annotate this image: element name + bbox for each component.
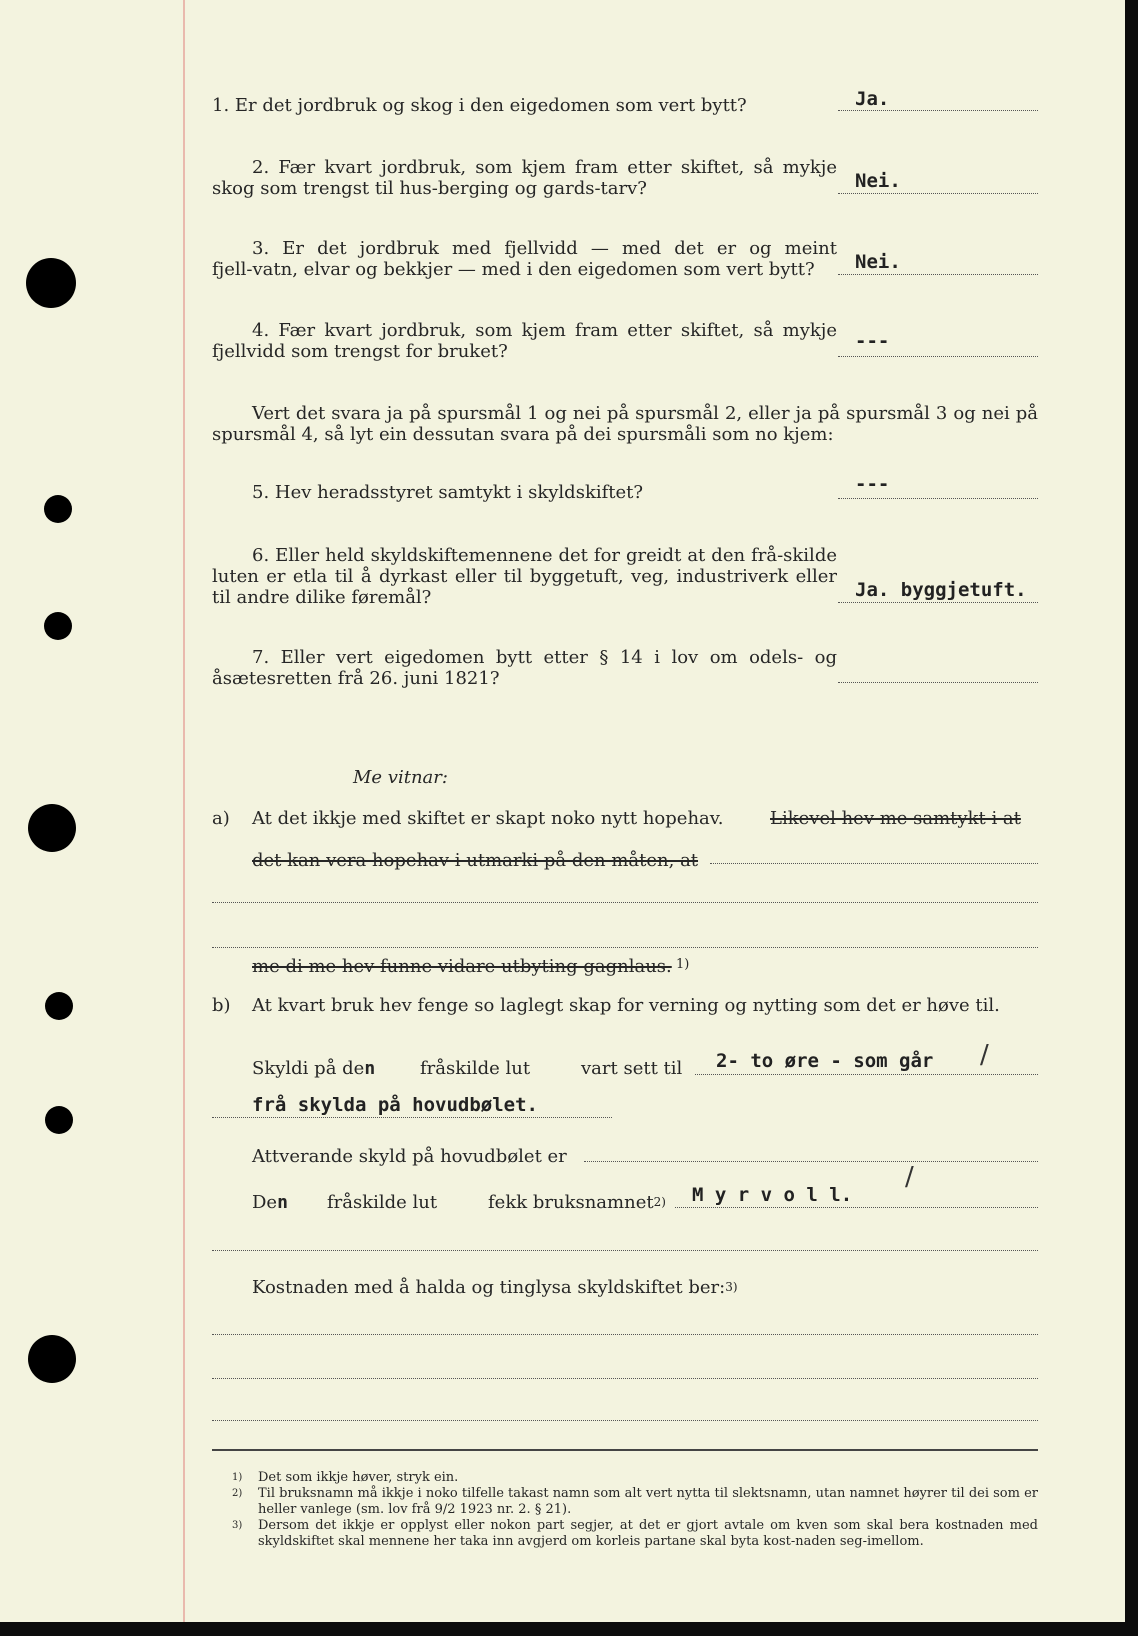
answer-line-6 bbox=[838, 602, 1038, 603]
question-6: 6. Eller held skyldskiftemennene det for greidt at den frå‑skilde luten er etla til å dyrkast eller til byggetuft, veg, industriverk eller til andre dilike føremål? bbox=[212, 545, 837, 608]
kostnad-line-1 bbox=[212, 1334, 1038, 1335]
punch-hole bbox=[44, 612, 72, 640]
answer-5: --- bbox=[855, 473, 890, 495]
bruksnamn-line bbox=[675, 1207, 1038, 1208]
vart-sett-label: vart sett til bbox=[581, 1058, 683, 1079]
answer-line-2 bbox=[838, 193, 1038, 194]
footnote-mark-2: 2) bbox=[232, 1488, 243, 1499]
question-2: 2. Fær kvart jordbruk, som kjem fram etter skiftet, så mykje skog som trengst til hus‑berging og gards‑tarv? bbox=[212, 157, 837, 199]
punch-hole bbox=[44, 495, 72, 523]
punch-hole bbox=[45, 992, 73, 1020]
item-a-struck-text-3: me di me hev funne vidare utbyting gagnlaus. bbox=[252, 956, 672, 977]
answer-line-7 bbox=[838, 682, 1038, 683]
item-b-label: b) bbox=[212, 995, 231, 1016]
item-a-label: a) bbox=[212, 808, 230, 829]
question-4: 4. Fær kvart jordbruk, som kjem fram etter skiftet, så mykje fjellvidd som trengst for bruket? bbox=[212, 320, 837, 362]
bruksnamn-value: M y r v o l l. bbox=[692, 1184, 853, 1206]
question-3: 3. Er det jordbruk med fjellvidd — med det er og meint fjell‑vatn, elvar og bekkjer — med i den eigedomen som vert bytt? bbox=[212, 238, 837, 280]
item-b-text: At kvart bruk hev fenge so laglegt skap for verning og nytting som det er høve til. bbox=[252, 995, 1000, 1016]
answer-line-5 bbox=[838, 498, 1038, 499]
answer-line-4 bbox=[838, 356, 1038, 357]
den-label: Den bbox=[252, 1192, 288, 1213]
skyld-value-1: 2- to øre - som går bbox=[716, 1050, 934, 1072]
item-a-footnote-ref: 1) bbox=[676, 957, 690, 972]
punch-hole bbox=[26, 258, 76, 308]
question-1: 1. Er det jordbruk og skog i den eigedomen som vert bytt? bbox=[212, 95, 747, 116]
witness-line-2 bbox=[212, 902, 1038, 903]
footnote-separator bbox=[212, 1449, 1038, 1451]
punch-hole bbox=[28, 1335, 76, 1383]
punch-hole bbox=[28, 804, 76, 852]
question-5: 5. Hev heradsstyret samtykt i skyldskiftet? bbox=[252, 482, 644, 503]
answer-3: Nei. bbox=[855, 251, 901, 273]
check-mark-icon: / bbox=[905, 1162, 914, 1192]
kostnad-label: Kostnaden med å halda og tinglysa skyldskiftet ber:$^{3)}$ bbox=[252, 1277, 738, 1298]
bruksnamn-line-2 bbox=[212, 1250, 1038, 1251]
skyld-line-1 bbox=[695, 1074, 1038, 1075]
answer-1: Ja. bbox=[855, 88, 890, 110]
answer-line-3 bbox=[838, 274, 1038, 275]
margin-line bbox=[183, 0, 185, 1622]
attverande-line bbox=[584, 1161, 1038, 1162]
answer-2: Nei. bbox=[855, 170, 901, 192]
answer-4: --- bbox=[855, 330, 890, 352]
witness-heading: Me vitnar: bbox=[353, 767, 448, 788]
item-a-text: At det ikkje med skiftet er skapt noko nytt hopehav. bbox=[252, 808, 724, 829]
conditional-intro: Vert det svara ja på spursmål 1 og nei på spursmål 2, eller ja på spursmål 3 og nei på spursmål 4, så lyt ein dessutan svara på dei spursmåli som no kjem: bbox=[212, 403, 1038, 445]
footnote-mark-3: 3) bbox=[232, 1520, 243, 1531]
den-fraskilde-label: fråskilde lut bbox=[327, 1192, 438, 1213]
footnote-2: Til bruksnamn må ikkje i noko tilfelle takast namn som alt vert nytta til slektsnamn, utan namnet høyrer til dei som er heller vanlege (sm. lov frå 9/2 1923 nr. 2. § 21). bbox=[258, 1486, 1038, 1517]
skyld-label: Skyldi på den bbox=[252, 1058, 376, 1079]
item-a-struck-text-2: det kan vera hopehav i utmarki på den måten, at bbox=[252, 850, 699, 871]
answer-line-1 bbox=[838, 110, 1038, 111]
footnote-3: Dersom det ikkje er opplyst eller nokon part segjer, at det er gjort avtale om kven som skal bera kostnaden med skyldskiftet skal mennene her taka inn avgjerd om korleis partane skal byta kost‑naden seg‑imellom. bbox=[258, 1518, 1038, 1549]
skyld-value-2: frå skylda på hovudbølet. bbox=[252, 1094, 538, 1116]
attverande-label: Attverande skyld på hovudbølet er bbox=[252, 1146, 567, 1167]
check-mark-icon: / bbox=[980, 1040, 989, 1070]
kostnad-line-3 bbox=[212, 1420, 1038, 1421]
footnote-1: Det som ikkje høver, stryk ein. bbox=[258, 1470, 459, 1485]
handwritten-n: n bbox=[364, 1058, 376, 1079]
handwritten-n: n bbox=[277, 1192, 288, 1213]
punch-hole bbox=[45, 1106, 73, 1134]
fraskilde-label: fråskilde lut bbox=[420, 1058, 531, 1079]
witness-line-1 bbox=[710, 863, 1038, 864]
fekk-label: fekk bruksnamnet$^{2)}$ bbox=[488, 1192, 666, 1213]
footnote-mark-1: 1) bbox=[232, 1472, 243, 1483]
answer-6: Ja. byggjetuft. bbox=[855, 579, 1027, 601]
skyld-line-2 bbox=[212, 1117, 612, 1118]
kostnad-line-2 bbox=[212, 1378, 1038, 1379]
witness-line-3 bbox=[212, 947, 1038, 948]
item-a-struck-text-1: Likevel hev me samtykt i at bbox=[770, 808, 1021, 829]
question-7: 7. Eller vert eigedomen bytt etter § 14 i lov om odels‑ og åsætesretten frå 26. juni 1821? bbox=[212, 647, 837, 689]
